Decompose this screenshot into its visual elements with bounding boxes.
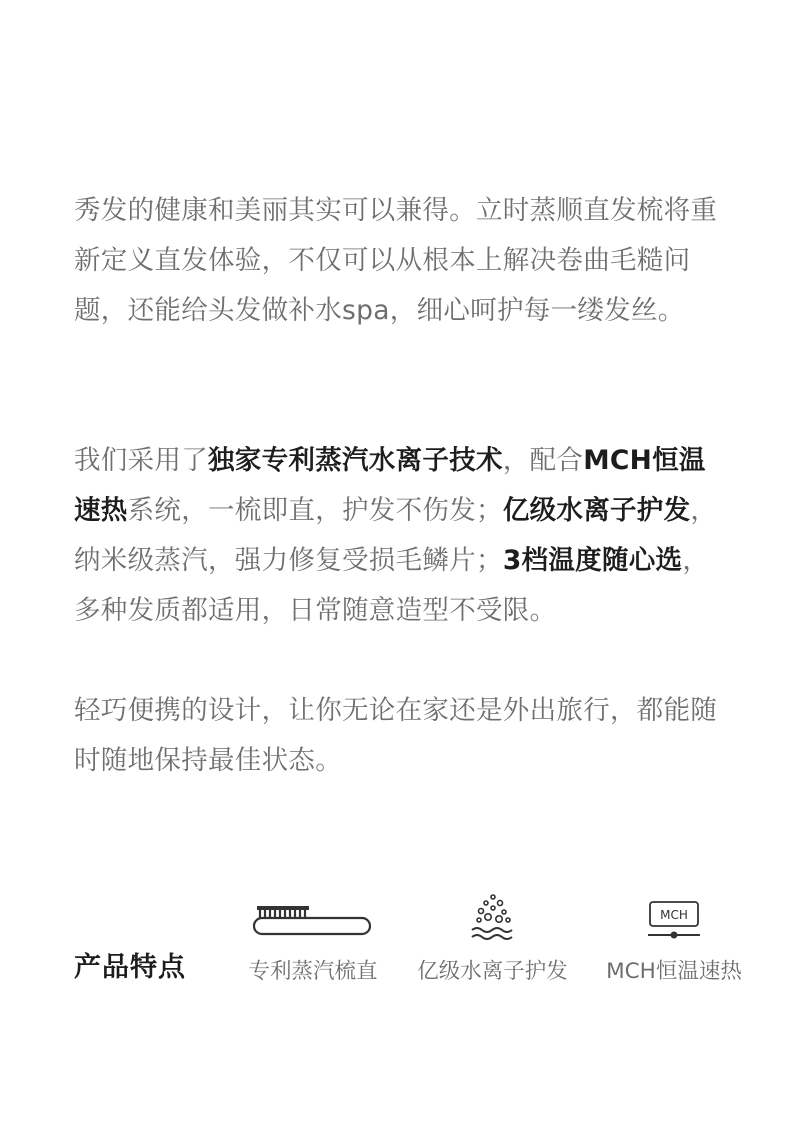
tech-highlight-4: 3档温度随心选 xyxy=(502,545,683,576)
tech-highlight-1: 独家专利蒸汽水离子技术 xyxy=(208,445,503,476)
tech-text-5: ，多种发质都适用，日常随意造型不受限。 xyxy=(74,545,710,626)
portable-paragraph xyxy=(74,686,724,786)
feature-label-1: 专利蒸汽梳直 xyxy=(248,959,378,984)
tech-text-2: ，配合 xyxy=(502,445,584,476)
intro-text: 秀发的健康和美丽其实可以兼得。立时蒸顺直发梳将重新定义直发体验，不仅可以从根本上解决卷曲毛糙问题，还能给头发做补水spa，细心呵护每一缕发丝。 xyxy=(74,195,718,326)
portable-text: 轻巧便携的设计，让你无论在家还是外出旅行，都能随时随地保持最佳状态。 xyxy=(74,695,718,776)
feature-label-2: 亿级水离子护发 xyxy=(417,959,568,984)
intro-paragraph xyxy=(74,186,724,336)
product-features xyxy=(0,880,790,1000)
feature-mch-heating xyxy=(596,880,752,985)
feature-water-ion xyxy=(405,880,580,985)
technology-paragraph xyxy=(74,436,724,636)
tech-text-4: ，纳米级蒸汽，强力修复受损毛鳞片； xyxy=(74,495,718,576)
comb-icon xyxy=(238,880,388,942)
water-ion-icon xyxy=(405,880,580,942)
tech-highlight-3: 亿级水离子护发 xyxy=(502,495,691,526)
tech-text-3: 系统，一梳即直，护发不伤发； xyxy=(127,495,503,526)
tech-text-1: 我们采用了 xyxy=(74,445,208,476)
feature-label-3: MCH恒温速热 xyxy=(606,959,742,984)
mch-icon-text: MCH xyxy=(660,908,688,922)
feature-steam-comb xyxy=(238,880,388,985)
mch-heater-icon xyxy=(596,880,752,942)
tech-highlight-2: MCH恒温速热 xyxy=(74,445,706,526)
features-title: 产品特点 xyxy=(74,952,186,983)
